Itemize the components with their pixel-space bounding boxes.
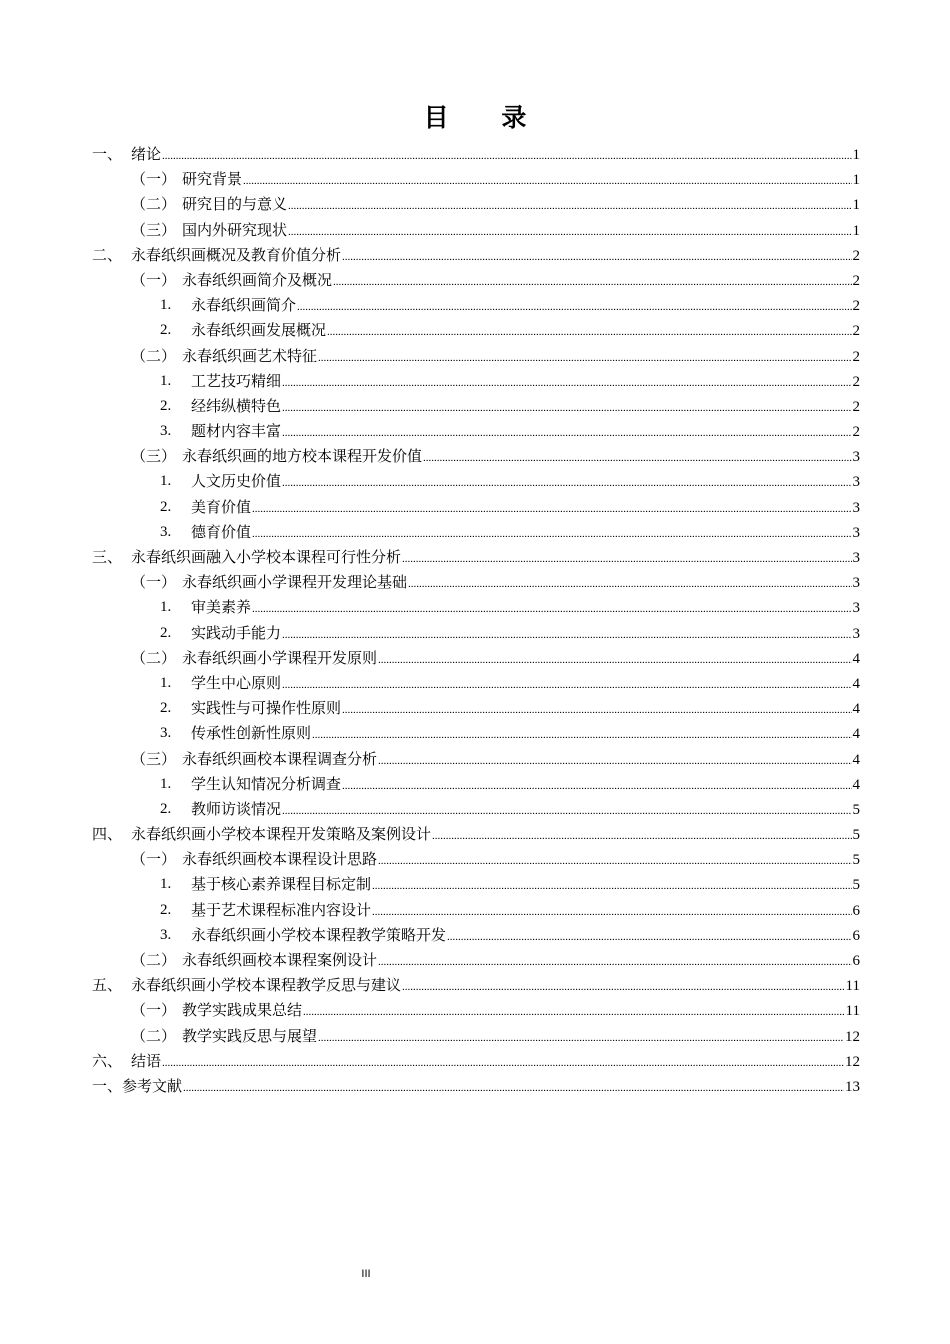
toc-entry-number: 1. [160,372,172,389]
dot-leader [402,975,845,1000]
dot-leader [288,220,851,245]
dot-leader [282,471,851,496]
toc-entry-number: （二） [131,951,177,969]
toc-entry-page: 13 [845,1078,860,1095]
dot-leader [372,874,851,899]
toc-entry[interactable] [92,747,860,772]
toc-entry-label: 教师访谈情况 [191,799,282,818]
dot-leader [342,245,851,270]
toc-entry-label: 美育价值 [191,497,252,516]
toc-entry-page: 12 [845,1053,860,1070]
toc-entry-number: 3. [160,725,172,742]
dot-leader [372,900,851,925]
dot-leader [447,925,851,950]
toc-entry-label: 国内外研究现状 [182,220,288,239]
toc-entry[interactable] [92,998,860,1023]
toc-entry-number: 三、 [92,548,123,566]
dot-leader [252,497,851,522]
toc-entry-number: （三） [131,220,177,239]
toc-entry-page: 3 [852,524,860,541]
dot-leader [342,698,851,723]
toc-entry[interactable] [92,721,860,746]
toc-entry-number: 2. [160,901,172,918]
toc-entry-number: 3. [160,423,172,440]
toc-entry-page: 3 [852,600,860,617]
toc-entry-page: 2 [852,323,860,340]
dot-leader [342,774,851,799]
toc-entry[interactable] [92,167,860,192]
toc-entry-page: 11 [845,978,860,995]
toc-entry-number: 2. [160,322,172,339]
toc-entry-number: （一） [131,573,177,592]
toc-entry-label: 永春纸织画融入小学校本课程可行性分析 [131,548,402,566]
dot-leader [303,1000,845,1025]
toc-entry[interactable] [92,696,860,721]
toc-entry-label: 工艺技巧精细 [191,371,282,390]
toc-entry-number: 1. [160,297,172,314]
toc-entry-label: 结语 [131,1051,162,1070]
toc-entry[interactable] [92,646,860,671]
toc-entry-label: 永春纸织画发展概况 [191,321,327,340]
toc-entry-page: 1 [852,197,860,214]
toc-entry-number: （一） [131,1001,177,1020]
toc-entry-page: 6 [852,927,860,944]
toc-entry-label: 基于核心素养课程目标定制 [191,875,372,894]
toc-entry-page: 3 [852,474,860,491]
toc-entry-number: 一、 [92,145,123,163]
toc-entry[interactable] [92,495,860,520]
toc-entry-number: （二） [131,1026,177,1045]
toc-entry[interactable] [92,142,860,167]
dot-leader [282,673,851,698]
toc-entry-page: 2 [852,398,860,415]
toc-entry-number: （三） [131,447,177,466]
toc-entry-label: 永春纸织画概况及教育价值分析 [131,245,342,264]
toc-entry-page: 3 [852,449,860,466]
toc-entry[interactable] [92,293,860,318]
toc-entry-label: 永春纸织画小学课程开发理论基础 [182,573,408,592]
dot-leader [162,144,851,169]
toc-entry[interactable] [92,419,860,444]
toc-entry-number: 3. [160,523,172,540]
toc-entry-label: 传承性创新性原则 [191,724,312,743]
toc-entry-label: 研究目的与意义 [182,195,288,214]
toc-entry-page: 3 [852,625,860,642]
toc-entry-label: 绪论 [131,145,162,163]
toc-entry-label: 题材内容丰富 [191,422,282,441]
toc-entry-label: 学生中心原则 [191,673,282,692]
toc-entry-page: 5 [852,801,860,818]
toc-entry-page: 5 [852,852,860,869]
toc-entry[interactable] [92,822,860,847]
toc-entry-label: 学生认知情况分析调查 [191,774,342,793]
toc-entry-page: 6 [852,953,860,969]
toc-entry-label: 永春纸织画简介及概况 [182,270,333,289]
toc-entry[interactable] [92,847,860,872]
toc-entry-page: 2 [852,373,860,390]
toc-entry-page: 4 [852,701,860,718]
toc-entry-number: 1. [160,473,172,490]
toc-entry[interactable] [92,344,860,369]
dot-leader [408,572,851,597]
toc-entry-label: 永春纸织画校本课程设计思路 [182,850,378,869]
toc-entry-number: （二） [131,346,177,365]
toc-entry-number: 六、 [92,1051,123,1070]
toc-entry[interactable] [92,671,860,696]
dot-leader [282,799,851,824]
toc-entry-number: （一） [131,850,177,869]
toc-entry[interactable] [92,394,860,419]
toc-entry-number: （一） [131,270,177,289]
toc-entry[interactable] [92,898,860,923]
toc-entry[interactable] [92,545,860,570]
toc-entry-label: 人文历史价值 [191,472,282,491]
toc-entry[interactable] [92,318,860,343]
toc-entry-page: 12 [845,1028,860,1045]
dot-leader [432,824,851,849]
toc-entry-label: 永春纸织画小学校本课程教学反思与建议 [131,976,402,995]
toc-entry-number: 2. [160,700,172,717]
toc-entry-label: 研究背景 [182,170,243,189]
toc-entry-page: 3 [852,499,860,516]
toc-entry-label: 永春纸织画校本课程调查分析 [182,749,378,768]
toc-entry[interactable] [92,1049,860,1074]
toc-entry[interactable] [92,923,860,948]
toc-entry-label: 教学实践反思与展望 [182,1026,318,1045]
dot-leader [378,749,851,774]
toc-entry-label: 德育价值 [191,522,252,541]
toc-entry[interactable] [92,369,860,394]
dot-leader [402,547,851,572]
toc-entry[interactable] [92,1024,860,1049]
toc-entry[interactable] [92,192,860,217]
toc-entry-page: 5 [852,827,860,844]
toc-entry-page: 5 [852,877,860,894]
toc-entry-page: 6 [852,902,860,919]
toc-entry-label: 一、参考文献 [92,1076,183,1095]
page-number-footer: III [361,1268,371,1280]
toc-entry[interactable] [92,621,860,646]
toc-entry-number: （二） [131,195,177,214]
toc-entry-label: 永春纸织画艺术特征 [182,346,318,365]
toc-entry-label: 永春纸织画校本课程案例设计 [182,951,378,969]
table-of-contents [92,142,860,1099]
toc-entry-page: 1 [852,147,860,163]
toc-entry-number: （二） [131,648,177,667]
page-title: 目 录 [423,103,549,132]
toc-entry[interactable] [92,469,860,494]
dot-leader [297,295,851,320]
toc-entry-label: 永春纸织画小学课程开发原则 [182,648,378,667]
toc-entry-label: 审美素养 [191,598,252,617]
toc-entry[interactable] [92,772,860,797]
toc-entry[interactable] [92,595,860,620]
toc-entry-number: 1. [160,775,172,792]
toc-entry-page: 2 [852,247,860,264]
toc-entry[interactable] [92,797,860,822]
toc-entry-page: 4 [852,751,860,768]
toc-entry-page: 4 [852,675,860,692]
dot-leader [243,169,851,194]
dot-leader [183,1076,844,1101]
toc-entry[interactable] [92,268,860,293]
toc-entry[interactable] [92,570,860,595]
toc-entry-page: 1 [852,222,860,239]
dot-leader [378,950,851,975]
toc-entry-number: 2. [160,800,172,817]
toc-entry-label: 教学实践成果总结 [182,1001,303,1020]
dot-leader [282,396,851,421]
toc-entry-number: 3. [160,926,172,943]
toc-entry-number: 2. [160,624,172,641]
dot-leader [378,648,851,673]
toc-entry-page: 4 [852,776,860,793]
toc-entry-page: 2 [852,424,860,441]
toc-entry-number: 2. [160,498,172,515]
dot-leader [162,1051,844,1076]
dot-leader [252,522,851,547]
toc-entry-label: 实践性与可操作性原则 [191,699,342,718]
dot-leader [252,597,851,622]
toc-entry[interactable] [92,1074,860,1099]
toc-entry[interactable] [92,973,860,998]
dot-leader [282,371,851,396]
dot-leader [312,723,851,748]
toc-entry-page: 2 [852,348,860,365]
toc-entry[interactable] [92,872,860,897]
toc-entry[interactable] [92,444,860,469]
dot-leader [282,623,851,648]
toc-entry-page: 4 [852,726,860,743]
toc-entry-page: 2 [852,272,860,289]
toc-entry-number: （三） [131,749,177,768]
toc-entry-number: 二、 [92,245,123,264]
toc-entry-label: 永春纸织画的地方校本课程开发价值 [182,447,423,466]
dot-leader [318,346,851,371]
toc-entry-label: 实践动手能力 [191,623,282,642]
toc-entry-number: 1. [160,876,172,893]
toc-entry-page: 3 [852,550,860,566]
toc-entry[interactable] [92,243,860,268]
toc-entry-number: 四、 [92,825,123,844]
toc-entry-label: 永春纸织画小学校本课程教学策略开发 [191,925,447,944]
toc-entry-number: 五、 [92,976,123,995]
toc-entry-label: 基于艺术课程标准内容设计 [191,900,372,919]
toc-entry-page: 4 [852,650,860,667]
toc-entry-page: 3 [852,575,860,592]
toc-entry-page: 11 [845,1003,860,1020]
toc-entry-label: 永春纸织画简介 [191,296,297,315]
toc-entry-page: 2 [852,298,860,315]
dot-leader [378,849,851,874]
dot-leader [282,421,851,446]
dot-leader [327,320,851,345]
toc-entry[interactable] [92,520,860,545]
toc-entry-number: 2. [160,397,172,414]
dot-leader [318,1026,844,1051]
toc-entry-label: 经纬纵横特色 [191,396,282,415]
toc-entry-number: 1. [160,674,172,691]
dot-leader [333,270,851,295]
toc-entry-label: 永春纸织画小学校本课程开发策略及案例设计 [131,825,432,844]
dot-leader [288,194,851,219]
toc-entry[interactable] [92,218,860,243]
dot-leader [423,446,851,471]
toc-entry-page: 1 [852,172,860,189]
toc-entry[interactable] [92,948,860,973]
toc-entry-number: 1. [160,599,172,616]
toc-entry-number: （一） [131,170,177,189]
